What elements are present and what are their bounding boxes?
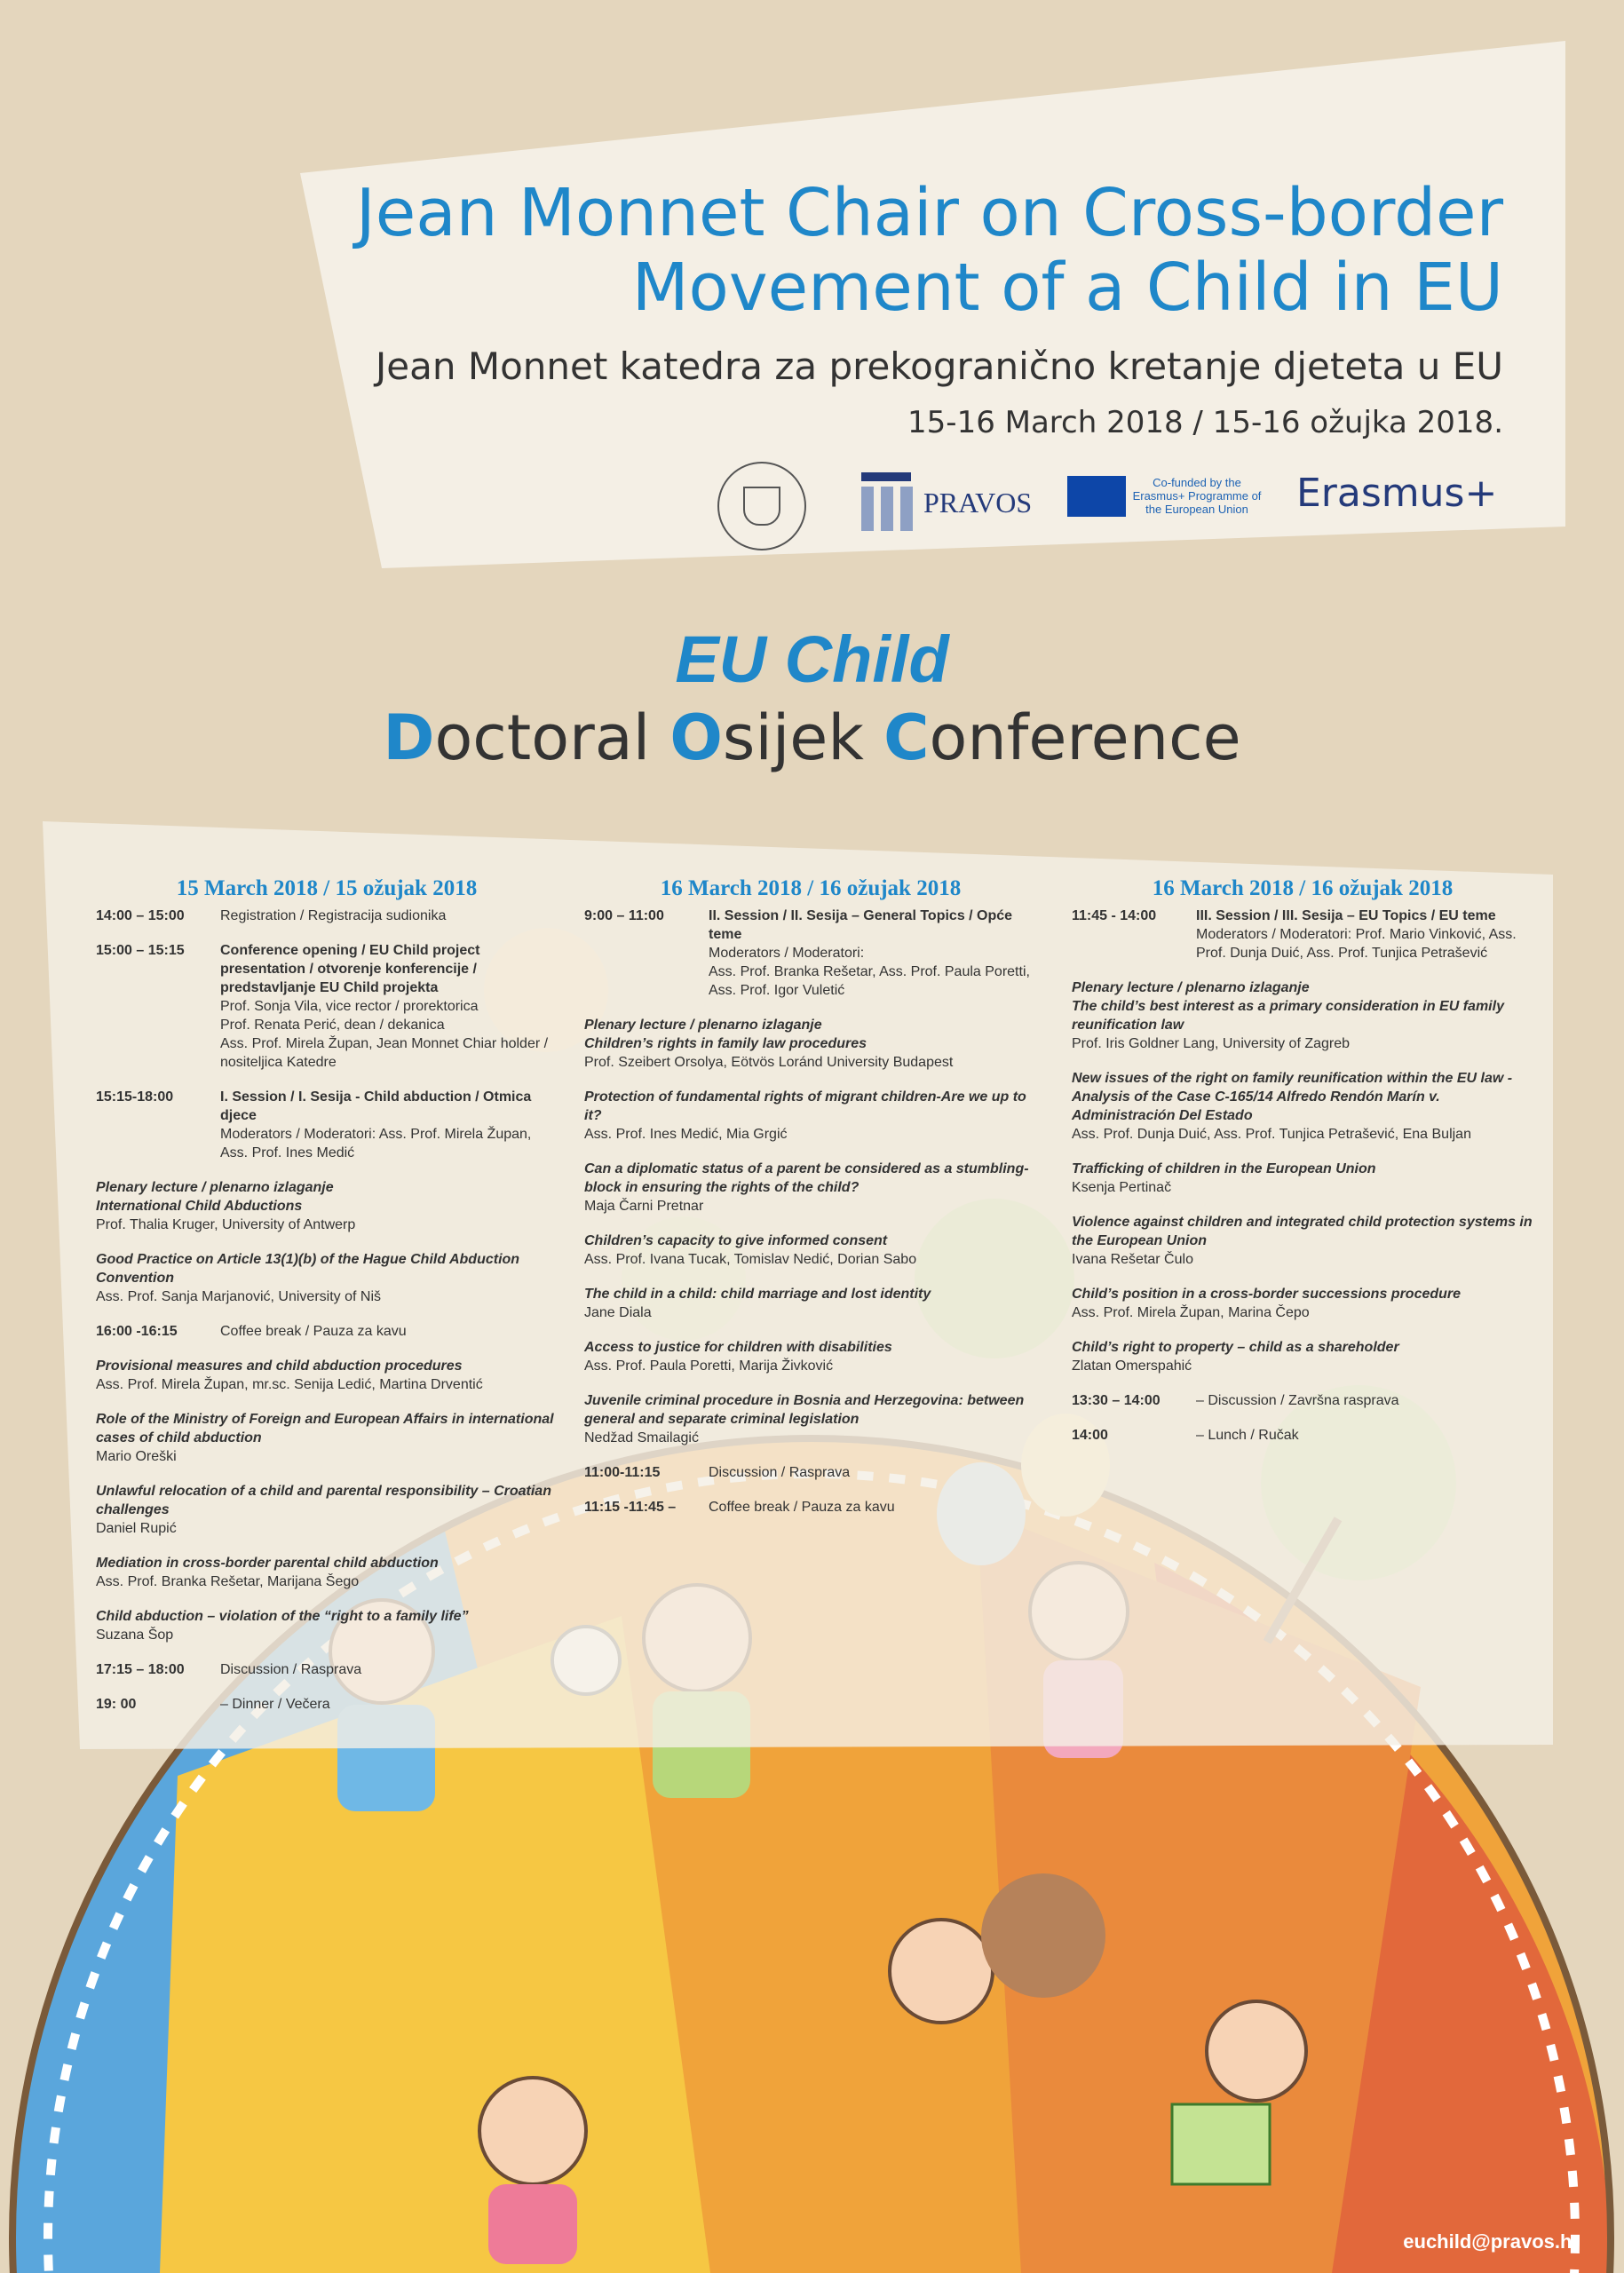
entry-time: 17:15 – 18:00 xyxy=(96,1662,185,1677)
program-entry xyxy=(1072,978,1533,1053)
entry-text: Ass. Prof. Paula Poretti, Marija Živković xyxy=(584,1358,834,1374)
column-date-heading: 16 March 2018 / 16 ožujak 2018 xyxy=(660,876,962,900)
entry-text: – Discussion / Završna rasprava xyxy=(1196,1393,1399,1408)
entry-title: Child’s position in a cross-border successions procedure xyxy=(1072,1287,1462,1302)
entry-text: Moderators / Moderatori: Ass. Prof. Mirela Župan, Ass. Prof. Ines Medić xyxy=(220,1127,532,1160)
entry-text: Maja Čarni Pretnar xyxy=(584,1199,704,1214)
program-entry xyxy=(584,1160,1037,1216)
entry-time: 16:00 -16:15 xyxy=(96,1324,178,1339)
entry-title: Trafficking of children in the European Union xyxy=(1072,1161,1376,1176)
entry-text: Zlatan Omerspahić xyxy=(1072,1358,1192,1374)
entry-time: 14:00 xyxy=(1072,1428,1108,1443)
program-entry xyxy=(584,1338,1037,1375)
program-entry xyxy=(584,1016,1037,1072)
entry-time: 11:45 - 14:00 xyxy=(1072,908,1157,923)
conference-name-part: octoral xyxy=(434,701,670,774)
program-entry xyxy=(1072,1391,1533,1410)
program-entry xyxy=(584,1285,1037,1322)
entry-title: Juvenile criminal procedure in Bosnia and Herzegovina: between general and separate criminal legislation xyxy=(584,1393,1025,1427)
program-entry xyxy=(96,907,558,925)
entry-text: Daniel Rupić xyxy=(96,1521,177,1536)
university-seal-logo xyxy=(717,462,806,550)
entry-text: Ass. Prof. Mirela Župan, mr.sc. Senija Ledić, Martina Drventić xyxy=(96,1377,483,1392)
program-entry xyxy=(584,1498,1037,1517)
program-entry xyxy=(1072,1426,1533,1445)
program-entry xyxy=(96,1322,558,1341)
pravos-logo-icon xyxy=(854,469,918,540)
entry-text: Ivana Rešetar Čulo xyxy=(1072,1252,1193,1267)
entry-text: Prof. Thalia Kruger, University of Antwerp xyxy=(96,1217,356,1232)
program-entry xyxy=(96,1554,558,1591)
program-entry xyxy=(96,1357,558,1394)
program-entry xyxy=(96,1178,558,1234)
book-illustration xyxy=(1172,2104,1270,2184)
program-column-day1 xyxy=(96,876,558,1730)
conference-name-part: sijek xyxy=(722,701,884,774)
conference-name-part: D xyxy=(383,701,435,774)
pravos-logo-text: PRAVOS xyxy=(923,487,1033,519)
entry-title: Access to justice for children with disabilities xyxy=(584,1340,892,1355)
entry-time: 15:00 – 15:15 xyxy=(96,943,185,958)
entry-text: – Lunch / Ručak xyxy=(1196,1428,1299,1443)
entry-time: 19: 00 xyxy=(96,1697,137,1712)
entry-text: Coffee break / Pauza za kavu xyxy=(220,1324,407,1339)
column-date-heading: 15 March 2018 / 15 ožujak 2018 xyxy=(176,876,478,900)
conference-name-part: C xyxy=(883,701,930,774)
entry-time: 15:15-18:00 xyxy=(96,1089,174,1105)
program-entry xyxy=(96,1695,558,1714)
entry-title: Plenary lecture / plenarno izlaganje International Child Abductions xyxy=(96,1180,334,1214)
program-entry xyxy=(1072,1069,1533,1144)
entry-text: Registration / Registracija sudionika xyxy=(220,908,447,923)
program-entry xyxy=(1072,1285,1533,1322)
entry-title: Plenary lecture / plenarno izlaganje Children’s rights in family law procedures xyxy=(584,1018,867,1051)
entry-title: Plenary lecture / plenarno izlaganje The child’s best interest as a primary consideration in EU family reunification law xyxy=(1072,980,1504,1033)
entry-title: The child in a child: child marriage and lost identity xyxy=(584,1287,931,1302)
column-date-heading: 16 March 2018 / 16 ožujak 2018 xyxy=(1152,876,1454,900)
header-date: 15-16 March 2018 / 15-16 ožujka 2018. xyxy=(907,405,1503,440)
program-entry xyxy=(96,1250,558,1306)
entry-text: Prof. Sonja Vila, vice rector / prorektorica Prof. Renata Perić, dean / dekanica Ass. Prof. Mirela Župan, Jean Monnet Chiar holder / nositeljica Katedre xyxy=(220,999,549,1070)
program-entry xyxy=(96,1607,558,1644)
entry-title: Provisional measures and child abduction procedures xyxy=(96,1358,463,1374)
program-entry xyxy=(96,1088,558,1162)
erasmus-logo: Erasmus+ xyxy=(1296,471,1498,516)
entry-text: Jane Diala xyxy=(584,1305,652,1320)
teddy-bear-illustration xyxy=(981,1873,1105,1998)
entry-text: Suzana Šop xyxy=(96,1628,174,1643)
entry-title: III. Session / III. Sesija – EU Topics / EU teme xyxy=(1196,908,1496,923)
entry-title: I. Session / I. Sesija - Child abduction / Otmica djece xyxy=(220,1089,532,1123)
program-entry xyxy=(1072,1160,1533,1197)
entry-time: 11:00-11:15 xyxy=(584,1465,661,1480)
contact-email[interactable]: euchild@pravos.hr xyxy=(1403,2230,1580,2253)
conference-name-part: O xyxy=(669,701,723,774)
entry-text: Moderators / Moderatori: Ass. Prof. Branka Rešetar, Ass. Prof. Paula Poretti, Ass. Prof. Igor Vuletić xyxy=(709,946,1030,998)
entry-text: Coffee break / Pauza za kavu xyxy=(709,1500,895,1515)
eu-cofunded-text: Co-funded by the Erasmus+ Programme of the European Union xyxy=(1132,476,1262,516)
entry-title: Conference opening / EU Child project presentation / otvorenje konferencije / predstavljanje EU Child projekta xyxy=(220,943,480,995)
program-entry xyxy=(584,1391,1037,1447)
conference-name xyxy=(0,701,1624,774)
program-entry xyxy=(1072,1338,1533,1375)
header-title-line2: Movement of a Child in EU xyxy=(631,249,1503,326)
entry-title: Unlawful relocation of a child and parental responsibility – Croatian challenges xyxy=(96,1484,551,1517)
entry-text: Prof. Szeibert Orsolya, Eötvös Loránd University Budapest xyxy=(584,1055,954,1070)
program-entry xyxy=(96,1660,558,1679)
program-entry xyxy=(1072,907,1533,962)
entry-title: Child’s right to property – child as a shareholder xyxy=(1072,1340,1399,1355)
entry-text: Discussion / Rasprava xyxy=(709,1465,851,1480)
entry-title: Protection of fundamental rights of migrant children-Are we up to it? xyxy=(584,1089,1026,1123)
program-entry xyxy=(1072,1213,1533,1269)
entry-text: – Dinner / Večera xyxy=(220,1697,330,1712)
entry-text: Ass. Prof. Mirela Župan, Marina Čepo xyxy=(1072,1305,1310,1320)
program-entry xyxy=(584,907,1037,1000)
entry-title: Role of the Ministry of Foreign and European Affairs in international cases of child abduction xyxy=(96,1412,554,1445)
entry-title: Children’s capacity to give informed consent xyxy=(584,1233,888,1248)
header-subtitle: Jean Monnet katedra za prekogranično kretanje djeteta u EU xyxy=(375,345,1503,388)
entry-text: Ass. Prof. Dunja Duić, Ass. Prof. Tunjica Petrašević, Ena Buljan xyxy=(1072,1127,1471,1142)
entry-time: 9:00 – 11:00 xyxy=(584,908,664,923)
entry-text: Mario Oreški xyxy=(96,1449,177,1464)
program-entry xyxy=(96,941,558,1072)
entry-title: Child abduction – violation of the “right to a family life” xyxy=(96,1609,469,1624)
header-title-line1: Jean Monnet Chair on Cross-border xyxy=(355,175,1503,251)
entry-text: Nedžad Smailagić xyxy=(584,1430,699,1445)
eu-flag-logo xyxy=(1067,476,1126,517)
entry-title: II. Session / II. Sesija – General Topics / Opće teme xyxy=(709,908,1013,942)
program-entry xyxy=(584,1463,1037,1482)
entry-text: Ksenja Pertinač xyxy=(1072,1180,1172,1195)
entry-text: Ass. Prof. Ines Medić, Mia Grgić xyxy=(584,1127,788,1142)
entry-time: 14:00 – 15:00 xyxy=(96,908,185,923)
entry-text: Ass. Prof. Sanja Marjanović, University of Niš xyxy=(96,1289,381,1304)
entry-text: Ass. Prof. Ivana Tucak, Tomislav Nedić, Dorian Sabo xyxy=(584,1252,917,1267)
entry-time: 13:30 – 14:00 xyxy=(1072,1393,1161,1408)
entry-text: Discussion / Rasprava xyxy=(220,1662,362,1677)
entry-title: Mediation in cross-border parental child abduction xyxy=(96,1556,439,1571)
conference-title: EU Child xyxy=(675,622,949,696)
program-entry xyxy=(584,1088,1037,1144)
entry-title: Violence against children and integrated child protection systems in the European Union xyxy=(1072,1215,1533,1248)
program-entry xyxy=(96,1410,558,1466)
program-entry xyxy=(96,1482,558,1538)
entry-title: Can a diplomatic status of a parent be considered as a stumbling-block in ensuring the rights of the child? xyxy=(584,1161,1029,1195)
conference-name-part: onference xyxy=(929,701,1241,774)
program-column-day2-morning xyxy=(584,876,1037,1532)
entry-text: Ass. Prof. Branka Rešetar, Marijana Šego xyxy=(96,1574,360,1589)
entry-title: Good Practice on Article 13(1)(b) of the Hague Child Abduction Convention xyxy=(96,1252,520,1286)
entry-title: New issues of the right on family reunification within the EU law - Analysis of the Case C-165/14 Alfredo Rendón Marín v. Administración Del Estado xyxy=(1072,1071,1513,1123)
program-entry xyxy=(584,1232,1037,1269)
entry-text: Prof. Iris Goldner Lang, University of Zagreb xyxy=(1072,1036,1351,1051)
program-column-day2-afternoon xyxy=(1072,876,1533,1461)
entry-time: 11:15 -11:45 – xyxy=(584,1500,677,1515)
entry-text: Moderators / Moderatori: Prof. Mario Vinković, Ass. Prof. Dunja Duić, Ass. Prof. Tunjica Petrašević xyxy=(1196,927,1517,961)
